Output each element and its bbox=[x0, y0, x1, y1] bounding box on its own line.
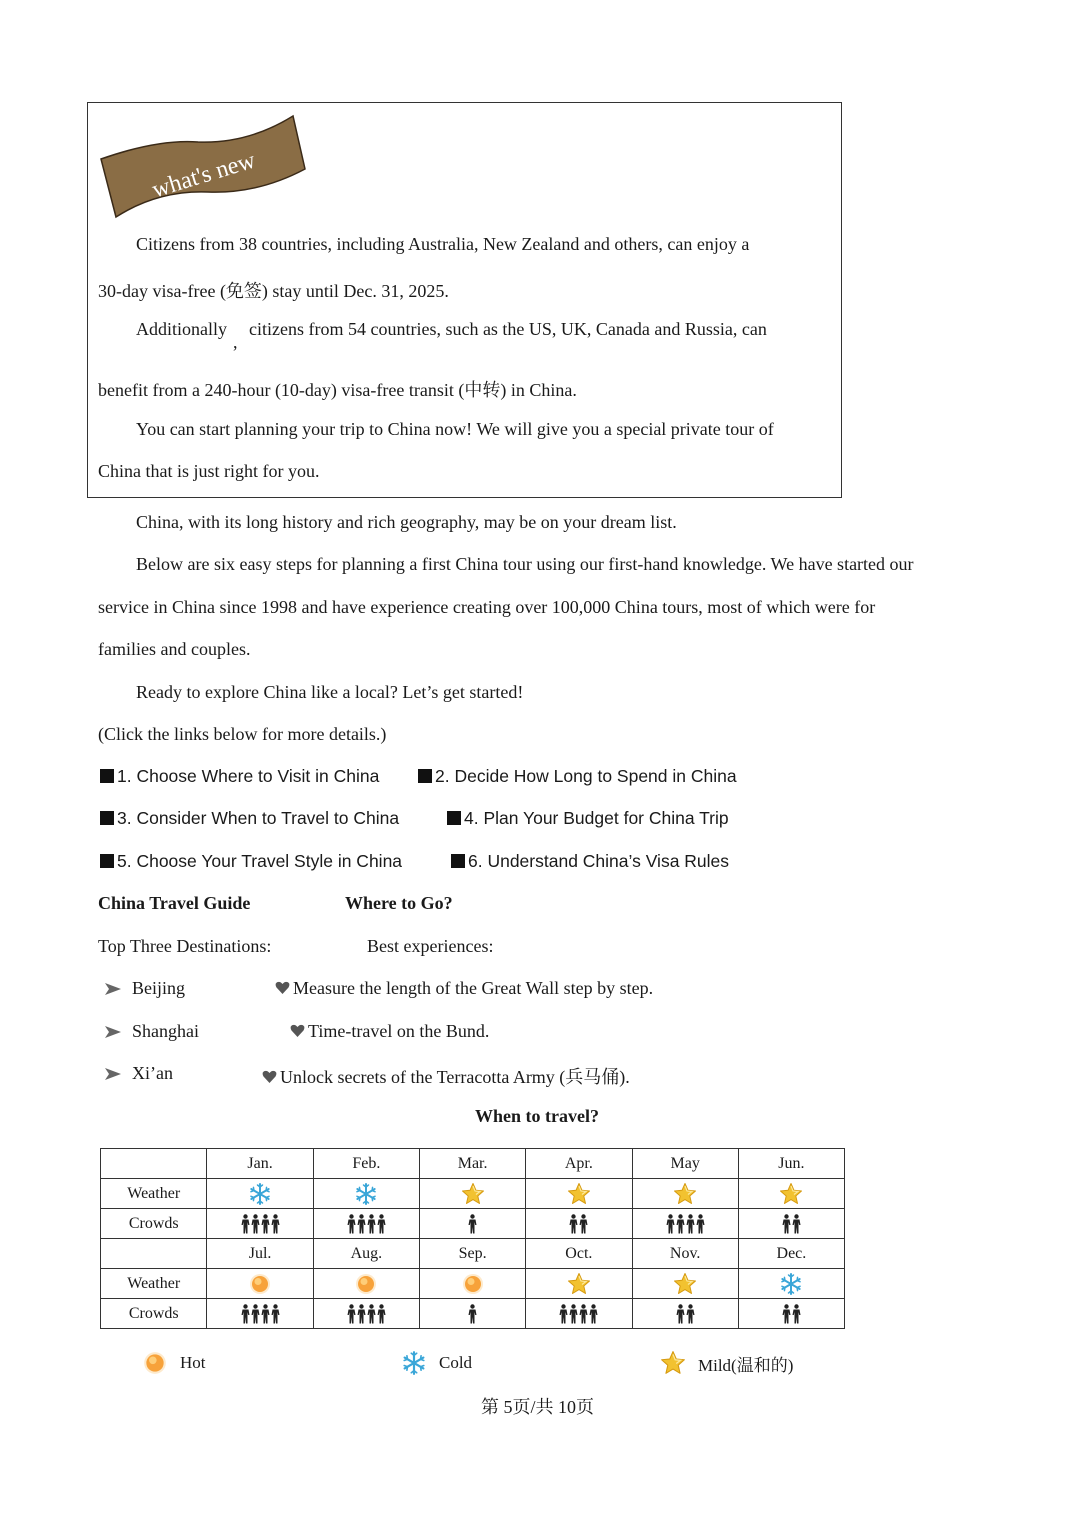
box-paragraph-2b: benefit from a 240-hour (10-day) visa-free transit (中转) in China. bbox=[98, 380, 577, 400]
person-icon bbox=[347, 1304, 356, 1324]
crowds-cell bbox=[738, 1299, 844, 1329]
experience-item: Measure the length of the Great Wall step by step. bbox=[275, 978, 653, 999]
crowds-row-1 bbox=[101, 1209, 845, 1239]
crowd-figures bbox=[468, 1304, 478, 1324]
body-paragraph-1: China, with its long history and rich geography, may be on your dream list. bbox=[136, 512, 677, 532]
crowds-cell bbox=[526, 1299, 632, 1329]
person-icon bbox=[676, 1304, 685, 1324]
experiences-header: Best experiences: bbox=[367, 936, 494, 956]
destination-item bbox=[104, 1063, 173, 1084]
box-paragraph-2: Additionally bbox=[136, 319, 227, 339]
whats-new-banner bbox=[98, 114, 308, 224]
person-icon bbox=[261, 1214, 270, 1234]
person-icon bbox=[686, 1304, 695, 1324]
square-bullet-icon bbox=[418, 769, 432, 783]
person-icon bbox=[357, 1304, 366, 1324]
person-icon bbox=[579, 1304, 588, 1324]
month-cell: May bbox=[632, 1149, 738, 1179]
crowd-figures bbox=[559, 1304, 599, 1324]
row-label-weather: Weather bbox=[101, 1179, 207, 1209]
star-icon bbox=[673, 1182, 697, 1206]
row-label-crowds: Crowds bbox=[101, 1209, 207, 1239]
month-cell: Oct. bbox=[526, 1239, 632, 1269]
link-step-5[interactable]: 5. Choose Your Travel Style in China bbox=[100, 851, 402, 872]
body-paragraph-2b: service in China since 1998 and have experience creating over 100,000 China tours, most of which were for bbox=[98, 597, 876, 617]
square-bullet-icon bbox=[447, 811, 461, 825]
weather-cell bbox=[420, 1269, 526, 1299]
crowd-figures bbox=[346, 1214, 386, 1234]
legend-mild: Mild(温和的) bbox=[660, 1350, 793, 1376]
weather-cell bbox=[420, 1179, 526, 1209]
link-step-6[interactable]: 6. Understand China’s Visa Rules bbox=[451, 851, 729, 872]
month-cell: Nov. bbox=[632, 1239, 738, 1269]
person-icon bbox=[792, 1304, 801, 1324]
weather-cell bbox=[313, 1269, 419, 1299]
weather-cell bbox=[632, 1269, 738, 1299]
box-paragraph-3b: China that is just right for you. bbox=[98, 461, 320, 481]
weather-cell bbox=[207, 1179, 313, 1209]
month-cell: Sep. bbox=[420, 1239, 526, 1269]
month-cell: Jan. bbox=[207, 1149, 313, 1179]
destination-item bbox=[104, 1021, 199, 1042]
month-cell: Apr. bbox=[526, 1149, 632, 1179]
link-step-2[interactable]: 2. Decide How Long to Spend in China bbox=[418, 766, 737, 787]
destination-name: Shanghai bbox=[132, 1021, 199, 1041]
arrow-bullet-icon bbox=[104, 981, 122, 997]
weather-cell bbox=[738, 1269, 844, 1299]
crowds-cell bbox=[632, 1209, 738, 1239]
body-paragraph-2: Below are six easy steps for planning a first China tour using our first-hand knowledge. We have started our bbox=[136, 554, 914, 574]
month-cell: Dec. bbox=[738, 1239, 844, 1269]
sun-icon bbox=[461, 1272, 485, 1296]
person-icon bbox=[468, 1304, 477, 1324]
box-paragraph-2-rest: citizens from 54 countries, such as the US, UK, Canada and Russia, can bbox=[249, 319, 767, 339]
person-icon bbox=[782, 1304, 791, 1324]
page-footer: 第 5页/共 10页 bbox=[481, 1397, 595, 1417]
weather-cell bbox=[526, 1269, 632, 1299]
person-icon bbox=[377, 1214, 386, 1234]
weather-cell bbox=[738, 1179, 844, 1209]
person-icon bbox=[559, 1304, 568, 1324]
weather-cell bbox=[632, 1179, 738, 1209]
weather-cell bbox=[207, 1269, 313, 1299]
square-bullet-icon bbox=[100, 854, 114, 868]
row-label-weather: Weather bbox=[101, 1269, 207, 1299]
person-icon bbox=[676, 1214, 685, 1234]
months-row-2 bbox=[101, 1239, 845, 1269]
box-paragraph-2-comma: , bbox=[233, 332, 238, 352]
star-icon bbox=[779, 1182, 803, 1206]
crowds-cell bbox=[738, 1209, 844, 1239]
weather-cell bbox=[526, 1179, 632, 1209]
crowd-figures bbox=[346, 1304, 386, 1324]
person-icon bbox=[251, 1304, 260, 1324]
person-icon bbox=[367, 1304, 376, 1324]
empty-cell bbox=[101, 1239, 207, 1269]
link-step-3[interactable]: 3. Consider When to Travel to China bbox=[100, 808, 399, 829]
person-icon bbox=[569, 1304, 578, 1324]
weather-cell bbox=[313, 1179, 419, 1209]
weather-row-2 bbox=[101, 1269, 845, 1299]
travel-calendar-table bbox=[100, 1148, 845, 1329]
sun-icon bbox=[354, 1272, 378, 1296]
legend-hot: Hot bbox=[142, 1350, 206, 1376]
crowd-figures bbox=[468, 1214, 478, 1234]
guide-where-heading: Where to Go? bbox=[345, 893, 453, 913]
crowds-cell bbox=[420, 1209, 526, 1239]
person-icon bbox=[782, 1214, 791, 1234]
heart-icon bbox=[262, 1070, 277, 1084]
box-paragraph-1b: 30-day visa-free (免签) stay until Dec. 31, 2025. bbox=[98, 281, 449, 301]
snowflake-icon bbox=[354, 1182, 378, 1206]
square-bullet-icon bbox=[451, 854, 465, 868]
body-paragraph-3: Ready to explore China like a local? Let’s get started! bbox=[136, 682, 524, 702]
banner-text: what's new bbox=[149, 147, 259, 204]
crowd-figures bbox=[781, 1304, 801, 1324]
crowds-cell bbox=[632, 1299, 738, 1329]
link-step-4[interactable]: 4. Plan Your Budget for China Trip bbox=[447, 808, 729, 829]
person-icon bbox=[377, 1304, 386, 1324]
month-cell: Feb. bbox=[313, 1149, 419, 1179]
person-icon bbox=[792, 1214, 801, 1234]
crowd-figures bbox=[240, 1214, 280, 1234]
person-icon bbox=[271, 1214, 280, 1234]
person-icon bbox=[696, 1214, 705, 1234]
heart-icon bbox=[275, 981, 290, 995]
star-icon bbox=[461, 1182, 485, 1206]
crowd-figures bbox=[781, 1214, 801, 1234]
guide-title: China Travel Guide bbox=[98, 893, 251, 913]
empty-cell bbox=[101, 1149, 207, 1179]
row-label-crowds: Crowds bbox=[101, 1299, 207, 1329]
person-icon bbox=[347, 1214, 356, 1234]
crowd-figures bbox=[675, 1304, 695, 1324]
star-icon bbox=[673, 1272, 697, 1296]
when-to-travel-title: When to travel? bbox=[475, 1106, 599, 1126]
person-icon bbox=[569, 1214, 578, 1234]
crowd-figures bbox=[240, 1304, 280, 1324]
legend-cold: Cold bbox=[401, 1350, 472, 1376]
arrow-bullet-icon bbox=[104, 1024, 122, 1040]
person-icon bbox=[261, 1304, 270, 1324]
month-cell: Jul. bbox=[207, 1239, 313, 1269]
person-icon bbox=[468, 1214, 477, 1234]
crowds-cell bbox=[313, 1209, 419, 1239]
weather-row-1 bbox=[101, 1179, 845, 1209]
month-cell: Aug. bbox=[313, 1239, 419, 1269]
months-row-1 bbox=[101, 1149, 845, 1179]
star-icon bbox=[567, 1272, 591, 1296]
arrow-bullet-icon bbox=[104, 1066, 122, 1082]
snowflake-icon bbox=[248, 1182, 272, 1206]
destination-name: Beijing bbox=[132, 978, 185, 998]
person-icon bbox=[367, 1214, 376, 1234]
person-icon bbox=[579, 1214, 588, 1234]
month-cell: Jun. bbox=[738, 1149, 844, 1179]
month-cell: Mar. bbox=[420, 1149, 526, 1179]
snowflake-icon bbox=[779, 1272, 803, 1296]
sun-icon bbox=[248, 1272, 272, 1296]
body-paragraph-2c: families and couples. bbox=[98, 639, 251, 659]
link-step-1[interactable]: 1. Choose Where to Visit in China bbox=[100, 766, 379, 787]
destination-name: Xi’an bbox=[132, 1063, 173, 1083]
star-icon bbox=[660, 1350, 686, 1376]
person-icon bbox=[241, 1214, 250, 1234]
crowds-cell bbox=[207, 1209, 313, 1239]
sun-icon bbox=[142, 1350, 168, 1376]
snowflake-icon bbox=[401, 1350, 427, 1376]
box-paragraph-1: Citizens from 38 countries, including Australia, New Zealand and others, can enjoy a bbox=[136, 234, 750, 254]
body-paragraph-4: (Click the links below for more details.) bbox=[98, 724, 387, 744]
person-icon bbox=[241, 1304, 250, 1324]
person-icon bbox=[357, 1214, 366, 1234]
destination-item bbox=[104, 978, 185, 999]
star-icon bbox=[567, 1182, 591, 1206]
square-bullet-icon bbox=[100, 769, 114, 783]
crowd-figures bbox=[665, 1214, 705, 1234]
experience-item: Unlock secrets of the Terracotta Army (兵马俑). bbox=[262, 1063, 630, 1089]
heart-icon bbox=[290, 1024, 305, 1038]
person-icon bbox=[589, 1304, 598, 1324]
box-paragraph-3: You can start planning your trip to China now! We will give you a special private tour of bbox=[136, 419, 774, 439]
crowd-figures bbox=[569, 1214, 589, 1234]
person-icon bbox=[251, 1214, 260, 1234]
crowds-cell bbox=[313, 1299, 419, 1329]
square-bullet-icon bbox=[100, 811, 114, 825]
person-icon bbox=[666, 1214, 675, 1234]
crowds-row-2 bbox=[101, 1299, 845, 1329]
crowds-cell bbox=[420, 1299, 526, 1329]
person-icon bbox=[686, 1214, 695, 1234]
crowds-cell bbox=[526, 1209, 632, 1239]
person-icon bbox=[271, 1304, 280, 1324]
experience-item: Time-travel on the Bund. bbox=[290, 1021, 489, 1042]
crowds-cell bbox=[207, 1299, 313, 1329]
destinations-header: Top Three Destinations: bbox=[98, 936, 272, 956]
